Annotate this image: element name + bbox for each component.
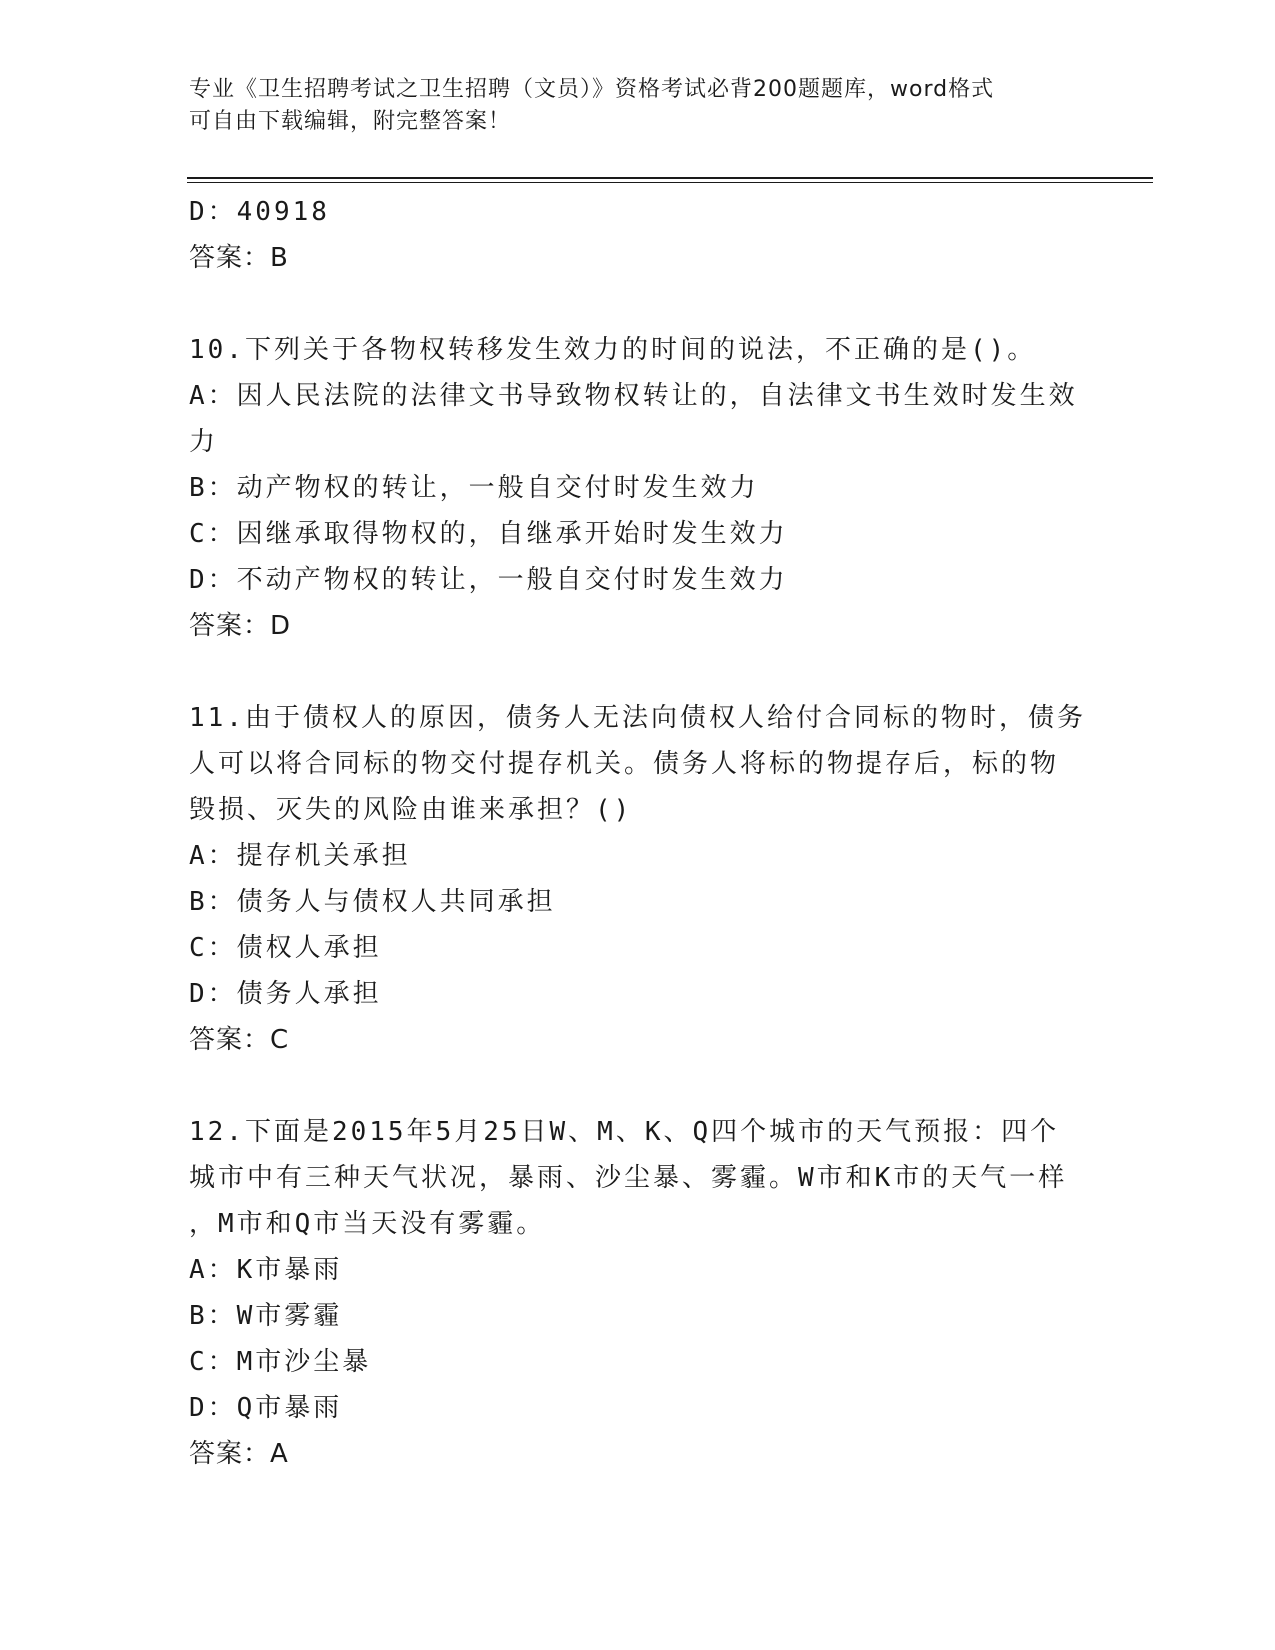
option-a: A：提存机关承担	[189, 841, 411, 871]
option-b: B：W市雾霾	[189, 1301, 343, 1331]
option-b: B：债务人与债权人共同承担	[189, 887, 556, 917]
answer-line: 答案：A	[189, 1439, 289, 1469]
question-block	[189, 1109, 1089, 1477]
question-stem: 人可以将合同标的物交付提存机关。债务人将标的物提存后，标的物	[189, 749, 1060, 779]
option-a: A：K市暴雨	[189, 1255, 343, 1285]
question-stem: 城市中有三种天气状况，暴雨、沙尘暴、雾霾。W市和K市的天气一样	[189, 1163, 1068, 1193]
answer-line: 答案：B	[189, 243, 289, 273]
option-d: D：债务人承担	[189, 979, 382, 1009]
option-c: C：因继承取得物权的，自继承开始时发生效力	[189, 519, 788, 549]
header-rule-thick	[187, 177, 1153, 179]
answer-line: 答案：D	[189, 611, 292, 641]
header-line-1: 专业《卫生招聘考试之卫生招聘（文员）》资格考试必背200题题库，word格式	[189, 77, 995, 102]
option-a-continued: 力	[189, 427, 219, 457]
question-stem: ，M市和Q市当天没有雾霾。	[189, 1209, 546, 1239]
question-block	[189, 695, 1089, 1063]
header-line-2: 可自由下载编辑，附完整答案！	[189, 109, 512, 134]
option-c: C：M市沙尘暴	[189, 1347, 372, 1377]
question-stem: 10.下列关于各物权转移发生效力的时间的说法，不正确的是()。	[189, 335, 1037, 365]
question-block	[189, 327, 1089, 649]
option-a: A：因人民法院的法律文书导致物权转让的，自法律文书生效时发生效	[189, 381, 1078, 411]
question-stem: 12.下面是2015年5月25日W、M、K、Q四个城市的天气预报：四个	[189, 1117, 1060, 1147]
document-body	[189, 189, 1089, 1523]
header-rule-thin	[187, 182, 1153, 183]
question-stem: 11.由于债权人的原因，债务人无法向债权人给付合同标的物时，债务	[189, 703, 1086, 733]
option-b: B：动产物权的转让，一般自交付时发生效力	[189, 473, 759, 503]
option-d: D：不动产物权的转让，一般自交付时发生效力	[189, 565, 788, 595]
answer-line: 答案：C	[189, 1025, 290, 1055]
option-c: C：债权人承担	[189, 933, 382, 963]
option-d: D：40918	[189, 197, 330, 227]
question-stem: 毁损、灭失的风险由谁来承担？()	[189, 795, 633, 825]
option-d: D：Q市暴雨	[189, 1393, 343, 1423]
page-header	[189, 74, 1069, 138]
